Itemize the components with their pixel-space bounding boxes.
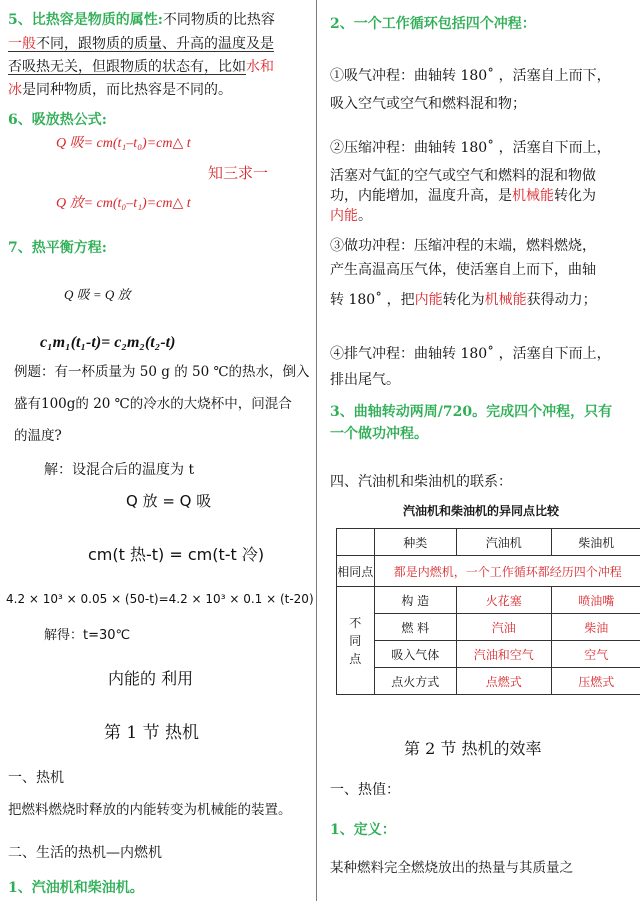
stroke-1-line-2: 吸入空气或空气和燃料混和物； [330,96,526,112]
heat-engine-definition: 把燃料燃烧时释放的内能转变为机械能的装置。 [8,802,292,818]
stroke-2-line-4: 内能。 [330,208,372,224]
crank-heading-1: 3、曲轴转动两周/720。完成四个冲程，只有 [330,404,613,420]
diff-item: 构 造 [374,587,456,614]
table-row [337,641,640,668]
table-header-diesel: 柴油机 [551,529,640,556]
section-1-title: 第 1 节 热机 [104,723,200,743]
table-row-same [337,556,640,587]
stroke-1-line-1: ①吸气冲程：曲轴转 180˚ ，活塞自上而下， [330,68,611,84]
example-line-3: 的温度? [14,428,62,444]
engines-heading: 1、汽油机和柴油机。 [8,880,144,896]
gasoline-value: 火花塞 [456,587,551,614]
formula-absorb: Q 吸= cm(t₁–t₀)=cm△ t [56,136,191,151]
table-header-row [337,529,640,556]
table-row [337,668,640,695]
stroke-3-line-2: 产生高温高压气体，使活塞自上而下，曲轴 [330,262,596,278]
p7-heading: 7、热平衡方程: [8,240,107,256]
ice-heading: 二、生活的热机—内燃机 [8,845,162,861]
table-title: 汽油机和柴油机的异同点比较 [402,504,559,518]
right-column [322,0,640,901]
p6-heading: 6、吸放热公式: [8,112,107,128]
diff-item: 吸入气体 [374,641,456,668]
diff-label: 不 同 点 [337,587,375,695]
left-column [0,0,312,901]
column-divider [316,0,317,901]
balance-equation: Q 吸 = Q 放 [64,287,131,302]
p5-line-3: 否吸热无关，但跟物质的状态有，比如水和 [8,59,274,75]
p5-line-4: 冰是同种物质，而比热容是不同的。 [8,82,232,98]
same-value: 都是内燃机，一个工作循环都经历四个冲程 [374,556,640,587]
solution-line-4: 4.2 × 10³ × 0.05 × (50-t)=4.2 × 10³ × 0.1 × (t-20) [6,592,314,606]
stroke-3-line-3: 转 180˚ ，把内能转化为机械能获得动力； [330,292,597,308]
diff-item: 燃 料 [374,614,456,641]
example-line-1: 例题：有一杯质量为 50 g 的 50 ℃的热水，倒入 [14,364,310,380]
table-header-kind: 种类 [374,529,456,556]
stroke-3-line-1: ③做功冲程：压缩冲程的末端，燃料燃烧， [330,238,596,254]
definition-heading: 1、定义： [330,822,396,838]
heat-value-definition: 某种燃料完全燃烧放出的热量与其质量之 [330,860,573,876]
table-row [337,614,640,641]
heat-value-heading: 一、热值： [330,782,400,798]
stroke-2-line-2: 活塞对气缸的空气或空气和燃料的混和物做 [330,168,596,184]
table-header-gasoline: 汽油机 [456,529,551,556]
chapter-title: 内能的 利用 [108,669,194,688]
heat-engine-heading: 一、热机 [8,770,64,786]
same-label: 相同点 [337,556,375,587]
formula-release: Q 放= cm(t₀–t₁)=cm△ t [56,196,191,211]
solution-line-1: 解：设混合后的温度为 t [44,462,195,478]
stroke-2-line-1: ②压缩冲程：曲轴转 180˚ ，活塞自下而上， [330,140,611,156]
crank-heading-2: 一个做功冲程。 [330,426,428,442]
comparison-table [336,528,640,695]
stroke-2-line-3: 功，内能增加，温度升高，是机械能转化为 [330,188,596,204]
example-line-2: 盛有100g的 20 ℃的冷水的大烧杯中，问混合 [14,396,292,412]
relation-heading: 四、汽油机和柴油机的联系： [330,474,512,490]
diff-item: 点火方式 [374,668,456,695]
cycle-heading: 2、一个工作循环包括四个冲程： [330,16,536,32]
diesel-value: 压燃式 [551,668,640,695]
diesel-value: 喷油嘴 [551,587,640,614]
solution-line-2: Q 放 = Q 吸 [126,492,212,510]
diesel-value: 空气 [551,641,640,668]
solution-line-3: cm(t 热-t) = cm(t-t 冷) [88,545,265,564]
p5-line-2: 一般不同，跟物质的质量、升高的温度及是 [8,36,274,52]
stroke-4-line-1: ④排气冲程：曲轴转 180˚ ，活塞自下而上， [330,346,611,362]
balance-equation-expanded: c₁m₁(t₁-t)= c₂m₂(t₂-t) [40,334,176,351]
diesel-value: 柴油 [551,614,640,641]
stroke-4-line-2: 排出尾气。 [330,372,400,388]
gasoline-value: 点燃式 [456,668,551,695]
know-three-note: 知三求一 [208,164,269,182]
gasoline-value: 汽油 [456,614,551,641]
solution-line-5: 解得：t=30℃ [44,628,131,643]
table-corner [337,529,375,556]
section-2-title: 第 2 节 热机的效率 [404,739,542,758]
p5-line-1: 5、比热容是物质的属性:不同物质的比热容 [8,12,275,28]
table-row [337,587,640,614]
gasoline-value: 汽油和空气 [456,641,551,668]
